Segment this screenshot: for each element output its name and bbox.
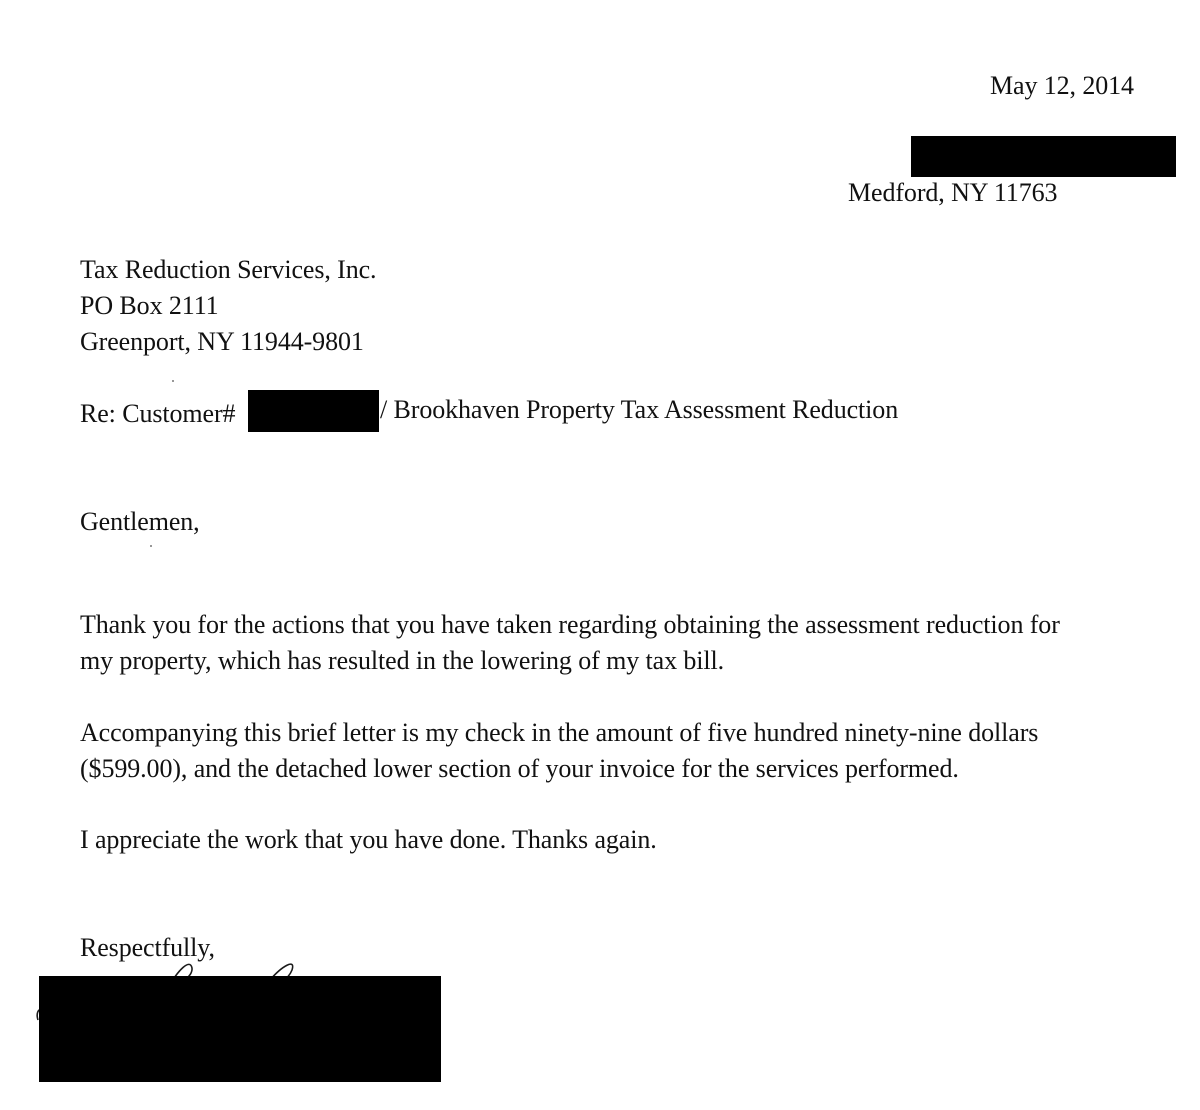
redaction-customer-number	[248, 390, 379, 432]
salutation: Gentlemen,	[80, 507, 200, 536]
recipient-city-line: Greenport, NY 11944-9801	[80, 327, 364, 356]
re-line-prefix: Re: Customer#	[80, 399, 236, 428]
body-paragraph-2-line-1: Accompanying this brief letter is my check in the amount of five hundred ninety-nine dollars	[80, 718, 1039, 747]
closing: Respectfully,	[80, 933, 215, 962]
redaction-sender-street	[911, 136, 1176, 177]
body-paragraph-2-line-2: ($599.00), and the detached lower section of your invoice for the services performed.	[80, 754, 959, 783]
letter-date: May 12, 2014	[990, 71, 1134, 100]
sender-city-line: Medford, NY 11763	[848, 178, 1058, 207]
recipient-po-box: PO Box 2111	[80, 291, 219, 320]
scan-speck	[150, 545, 152, 547]
redaction-signer-name	[39, 976, 441, 1082]
re-line-subject: / Brookhaven Property Tax Assessment Reduction	[380, 395, 899, 424]
body-paragraph-1-line-1: Thank you for the actions that you have taken regarding obtaining the assessment reduction for	[80, 610, 1060, 639]
recipient-name: Tax Reduction Services, Inc.	[80, 255, 377, 284]
body-paragraph-1-line-2: my property, which has resulted in the lowering of my tax bill.	[80, 646, 725, 675]
scan-speck	[172, 380, 174, 382]
body-paragraph-3: I appreciate the work that you have done. Thanks again.	[80, 825, 657, 854]
